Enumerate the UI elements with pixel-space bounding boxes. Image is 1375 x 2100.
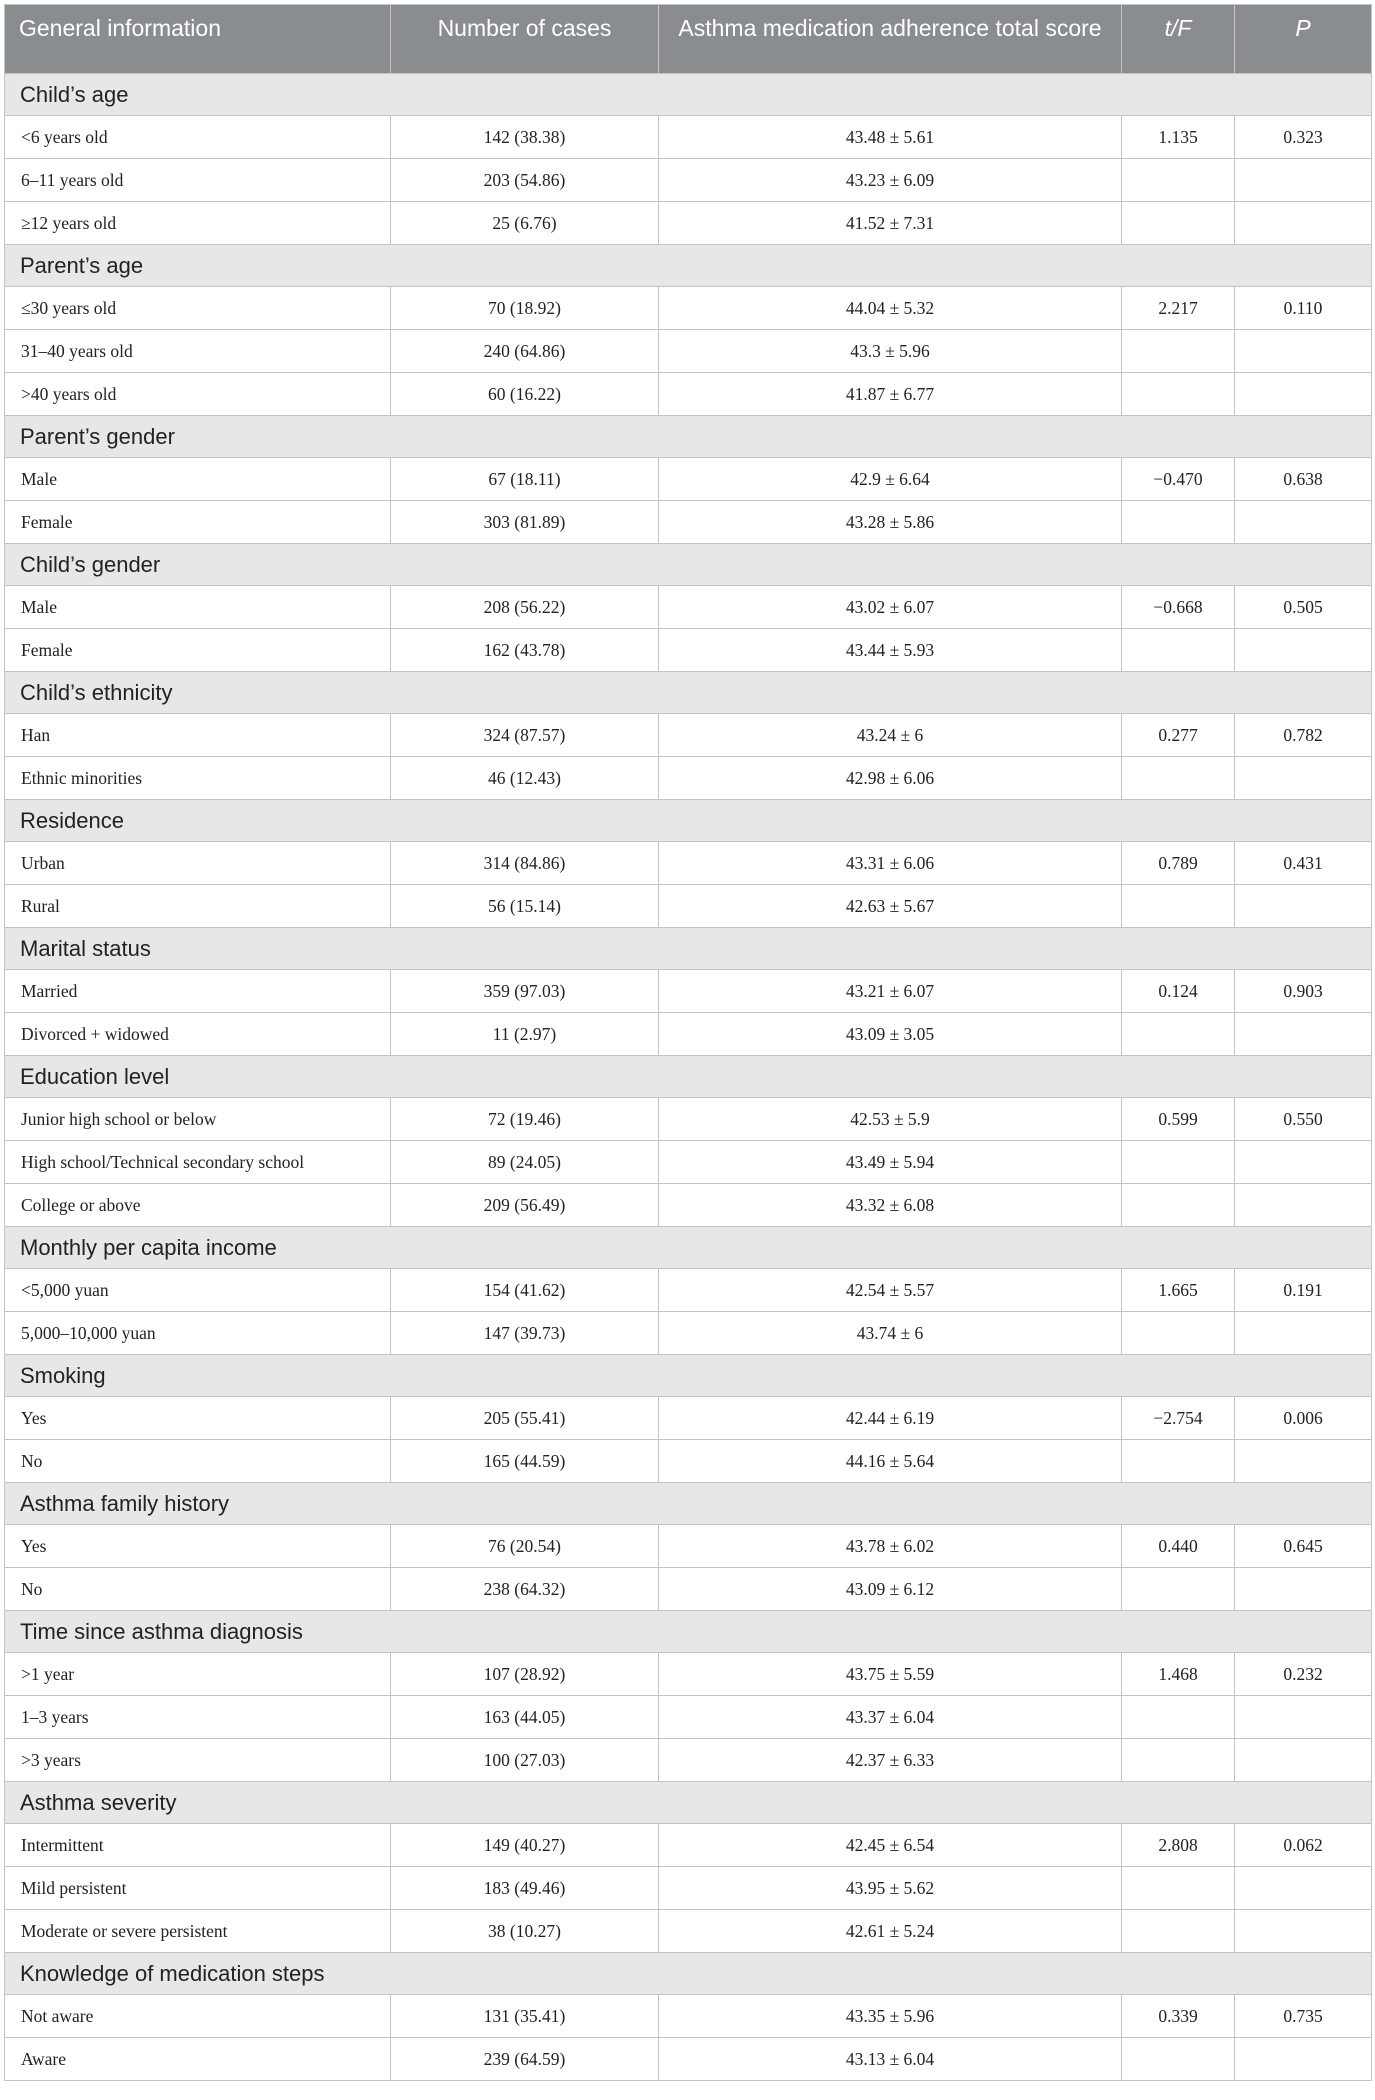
adherence-score-cell: 43.32 ± 6.08: [659, 1184, 1122, 1227]
category-title: Asthma family history: [5, 1483, 1372, 1525]
table-body: [5, 74, 1372, 2081]
category-row: [5, 672, 1372, 714]
number-of-cases-cell: 131 (35.41): [391, 1995, 659, 2038]
category-row: [5, 1483, 1372, 1525]
row-label-cell: 1–3 years: [5, 1696, 391, 1739]
row-label-cell: Male: [5, 586, 391, 629]
number-of-cases-cell: 25 (6.76): [391, 202, 659, 245]
t-f-value-cell: −2.754: [1122, 1397, 1235, 1440]
t-f-value-cell: [1122, 629, 1235, 672]
adherence-score-cell: 43.37 ± 6.04: [659, 1696, 1122, 1739]
table-row: [5, 885, 1372, 928]
t-f-value-cell: 1.135: [1122, 116, 1235, 159]
row-label-cell: Male: [5, 458, 391, 501]
t-f-value-cell: −0.470: [1122, 458, 1235, 501]
p-value-cell: [1235, 1696, 1372, 1739]
table-row: [5, 1739, 1372, 1782]
row-label-cell: Aware: [5, 2038, 391, 2081]
category-title: Child’s gender: [5, 544, 1372, 586]
category-title: Child’s ethnicity: [5, 672, 1372, 714]
table-row: [5, 586, 1372, 629]
row-label-cell: 6–11 years old: [5, 159, 391, 202]
number-of-cases-cell: 163 (44.05): [391, 1696, 659, 1739]
p-value-cell: [1235, 1440, 1372, 1483]
adherence-score-cell: 42.45 ± 6.54: [659, 1824, 1122, 1867]
number-of-cases-cell: 238 (64.32): [391, 1568, 659, 1611]
row-label-cell: ≤30 years old: [5, 287, 391, 330]
t-f-value-cell: [1122, 757, 1235, 800]
adherence-score-cell: 41.52 ± 7.31: [659, 202, 1122, 245]
category-title: Monthly per capita income: [5, 1227, 1372, 1269]
adherence-score-cell: 43.75 ± 5.59: [659, 1653, 1122, 1696]
adherence-score-cell: 43.3 ± 5.96: [659, 330, 1122, 373]
number-of-cases-cell: 67 (18.11): [391, 458, 659, 501]
p-value-cell: [1235, 1184, 1372, 1227]
adherence-score-cell: 43.21 ± 6.07: [659, 970, 1122, 1013]
adherence-score-cell: 42.61 ± 5.24: [659, 1910, 1122, 1953]
adherence-score-cell: 42.9 ± 6.64: [659, 458, 1122, 501]
adherence-score-cell: 43.09 ± 6.12: [659, 1568, 1122, 1611]
category-row: [5, 800, 1372, 842]
adherence-score-cell: 43.23 ± 6.09: [659, 159, 1122, 202]
table-row: [5, 202, 1372, 245]
number-of-cases-cell: 72 (19.46): [391, 1098, 659, 1141]
table-row: [5, 757, 1372, 800]
table-row: [5, 159, 1372, 202]
t-f-value-cell: 0.440: [1122, 1525, 1235, 1568]
row-label-cell: Married: [5, 970, 391, 1013]
header-number-of-cases: Number of cases: [391, 5, 659, 74]
adherence-score-cell: 42.98 ± 6.06: [659, 757, 1122, 800]
adherence-score-cell: 43.78 ± 6.02: [659, 1525, 1122, 1568]
t-f-value-cell: [1122, 2038, 1235, 2081]
row-label-cell: >1 year: [5, 1653, 391, 1696]
t-f-value-cell: 0.124: [1122, 970, 1235, 1013]
p-value-cell: 0.006: [1235, 1397, 1372, 1440]
number-of-cases-cell: 165 (44.59): [391, 1440, 659, 1483]
table-row: [5, 1141, 1372, 1184]
p-value-cell: 0.638: [1235, 458, 1372, 501]
adherence-score-cell: 43.49 ± 5.94: [659, 1141, 1122, 1184]
adherence-score-cell: 42.63 ± 5.67: [659, 885, 1122, 928]
data-table-container: [4, 4, 1371, 2081]
adherence-score-cell: 43.13 ± 6.04: [659, 2038, 1122, 2081]
table-row: [5, 1312, 1372, 1355]
t-f-value-cell: 1.665: [1122, 1269, 1235, 1312]
row-label-cell: >3 years: [5, 1739, 391, 1782]
header-row: [5, 5, 1372, 74]
adherence-score-cell: 43.44 ± 5.93: [659, 629, 1122, 672]
t-f-value-cell: [1122, 1440, 1235, 1483]
t-f-value-cell: [1122, 1867, 1235, 1910]
number-of-cases-cell: 154 (41.62): [391, 1269, 659, 1312]
adherence-score-cell: 43.28 ± 5.86: [659, 501, 1122, 544]
category-row: [5, 245, 1372, 287]
number-of-cases-cell: 56 (15.14): [391, 885, 659, 928]
table-row: [5, 116, 1372, 159]
row-label-cell: Intermittent: [5, 1824, 391, 1867]
row-label-cell: College or above: [5, 1184, 391, 1227]
p-value-cell: 0.323: [1235, 116, 1372, 159]
category-title: Marital status: [5, 928, 1372, 970]
row-label-cell: Mild persistent: [5, 1867, 391, 1910]
p-value-cell: [1235, 1312, 1372, 1355]
t-f-value-cell: [1122, 373, 1235, 416]
header-general-information: General information: [5, 5, 391, 74]
number-of-cases-cell: 38 (10.27): [391, 1910, 659, 1953]
row-label-cell: <6 years old: [5, 116, 391, 159]
p-value-cell: [1235, 202, 1372, 245]
adherence-score-cell: 43.48 ± 5.61: [659, 116, 1122, 159]
p-value-cell: [1235, 1141, 1372, 1184]
p-value-cell: 0.191: [1235, 1269, 1372, 1312]
category-title: Smoking: [5, 1355, 1372, 1397]
table-row: [5, 501, 1372, 544]
table-row: [5, 1440, 1372, 1483]
t-f-value-cell: 0.339: [1122, 1995, 1235, 2038]
number-of-cases-cell: 208 (56.22): [391, 586, 659, 629]
p-value-cell: 0.550: [1235, 1098, 1372, 1141]
p-value-cell: 0.735: [1235, 1995, 1372, 2038]
t-f-value-cell: [1122, 202, 1235, 245]
header-adherence-score: Asthma medication adherence total score: [659, 5, 1122, 74]
row-label-cell: No: [5, 1568, 391, 1611]
table-row: [5, 2038, 1372, 2081]
number-of-cases-cell: 142 (38.38): [391, 116, 659, 159]
row-label-cell: >40 years old: [5, 373, 391, 416]
t-f-value-cell: 2.217: [1122, 287, 1235, 330]
number-of-cases-cell: 46 (12.43): [391, 757, 659, 800]
table-row: [5, 330, 1372, 373]
number-of-cases-cell: 76 (20.54): [391, 1525, 659, 1568]
row-label-cell: Female: [5, 629, 391, 672]
t-f-value-cell: 1.468: [1122, 1653, 1235, 1696]
category-title: Parent’s age: [5, 245, 1372, 287]
p-value-cell: [1235, 330, 1372, 373]
category-title: Parent’s gender: [5, 416, 1372, 458]
row-label-cell: No: [5, 1440, 391, 1483]
row-label-cell: 31–40 years old: [5, 330, 391, 373]
p-value-cell: 0.232: [1235, 1653, 1372, 1696]
table-row: [5, 1098, 1372, 1141]
number-of-cases-cell: 60 (16.22): [391, 373, 659, 416]
adherence-score-cell: 44.16 ± 5.64: [659, 1440, 1122, 1483]
category-row: [5, 1611, 1372, 1653]
header-t-f: t/F: [1122, 5, 1235, 74]
t-f-value-cell: 0.277: [1122, 714, 1235, 757]
p-value-cell: 0.505: [1235, 586, 1372, 629]
t-f-value-cell: [1122, 1696, 1235, 1739]
row-label-cell: Han: [5, 714, 391, 757]
category-row: [5, 1782, 1372, 1824]
number-of-cases-cell: 239 (64.59): [391, 2038, 659, 2081]
p-value-cell: 0.431: [1235, 842, 1372, 885]
row-label-cell: Female: [5, 501, 391, 544]
p-value-cell: [1235, 1739, 1372, 1782]
number-of-cases-cell: 209 (56.49): [391, 1184, 659, 1227]
category-row: [5, 1056, 1372, 1098]
table-row: [5, 287, 1372, 330]
table-row: [5, 1995, 1372, 2038]
p-value-cell: [1235, 1910, 1372, 1953]
p-value-cell: [1235, 757, 1372, 800]
table-row: [5, 458, 1372, 501]
adherence-score-cell: 43.02 ± 6.07: [659, 586, 1122, 629]
number-of-cases-cell: 147 (39.73): [391, 1312, 659, 1355]
adherence-score-cell: 42.54 ± 5.57: [659, 1269, 1122, 1312]
t-f-value-cell: 0.599: [1122, 1098, 1235, 1141]
p-value-cell: [1235, 2038, 1372, 2081]
row-label-cell: Junior high school or below: [5, 1098, 391, 1141]
number-of-cases-cell: 100 (27.03): [391, 1739, 659, 1782]
category-row: [5, 416, 1372, 458]
table-row: [5, 1397, 1372, 1440]
adherence-score-cell: 43.95 ± 5.62: [659, 1867, 1122, 1910]
category-row: [5, 1355, 1372, 1397]
table-row: [5, 1568, 1372, 1611]
category-title: Education level: [5, 1056, 1372, 1098]
adherence-score-cell: 44.04 ± 5.32: [659, 287, 1122, 330]
p-value-cell: [1235, 885, 1372, 928]
table-row: [5, 1653, 1372, 1696]
p-value-cell: [1235, 159, 1372, 202]
t-f-value-cell: [1122, 1312, 1235, 1355]
category-row: [5, 544, 1372, 586]
row-label-cell: ≥12 years old: [5, 202, 391, 245]
table-row: [5, 629, 1372, 672]
row-label-cell: Yes: [5, 1397, 391, 1440]
number-of-cases-cell: 203 (54.86): [391, 159, 659, 202]
table-row: [5, 842, 1372, 885]
category-title: Asthma severity: [5, 1782, 1372, 1824]
t-f-value-cell: 2.808: [1122, 1824, 1235, 1867]
number-of-cases-cell: 324 (87.57): [391, 714, 659, 757]
p-value-cell: [1235, 1013, 1372, 1056]
p-value-cell: [1235, 1568, 1372, 1611]
t-f-value-cell: [1122, 330, 1235, 373]
t-f-value-cell: [1122, 885, 1235, 928]
category-title: Child’s age: [5, 74, 1372, 116]
t-f-value-cell: 0.789: [1122, 842, 1235, 885]
number-of-cases-cell: 303 (81.89): [391, 501, 659, 544]
t-f-value-cell: [1122, 1739, 1235, 1782]
row-label-cell: <5,000 yuan: [5, 1269, 391, 1312]
p-value-cell: 0.645: [1235, 1525, 1372, 1568]
adherence-score-cell: 43.74 ± 6: [659, 1312, 1122, 1355]
category-title: Time since asthma diagnosis: [5, 1611, 1372, 1653]
number-of-cases-cell: 107 (28.92): [391, 1653, 659, 1696]
row-label-cell: Ethnic minorities: [5, 757, 391, 800]
number-of-cases-cell: 240 (64.86): [391, 330, 659, 373]
p-value-cell: 0.782: [1235, 714, 1372, 757]
table-row: [5, 714, 1372, 757]
header-p: P: [1235, 5, 1372, 74]
table-row: [5, 1910, 1372, 1953]
number-of-cases-cell: 314 (84.86): [391, 842, 659, 885]
table-header: [5, 5, 1372, 74]
table-row: [5, 1525, 1372, 1568]
table-row: [5, 1696, 1372, 1739]
row-label-cell: Divorced + widowed: [5, 1013, 391, 1056]
t-f-value-cell: [1122, 1013, 1235, 1056]
number-of-cases-cell: 149 (40.27): [391, 1824, 659, 1867]
number-of-cases-cell: 205 (55.41): [391, 1397, 659, 1440]
row-label-cell: Moderate or severe persistent: [5, 1910, 391, 1953]
adherence-score-cell: 43.09 ± 3.05: [659, 1013, 1122, 1056]
t-f-value-cell: −0.668: [1122, 586, 1235, 629]
table-row: [5, 1184, 1372, 1227]
adherence-score-cell: 42.44 ± 6.19: [659, 1397, 1122, 1440]
t-f-value-cell: [1122, 1141, 1235, 1184]
row-label-cell: Not aware: [5, 1995, 391, 2038]
p-value-cell: [1235, 501, 1372, 544]
p-value-cell: 0.062: [1235, 1824, 1372, 1867]
category-row: [5, 1227, 1372, 1269]
table-row: [5, 1269, 1372, 1312]
category-row: [5, 928, 1372, 970]
table-row: [5, 970, 1372, 1013]
adherence-score-cell: 42.53 ± 5.9: [659, 1098, 1122, 1141]
number-of-cases-cell: 359 (97.03): [391, 970, 659, 1013]
number-of-cases-cell: 11 (2.97): [391, 1013, 659, 1056]
row-label-cell: Yes: [5, 1525, 391, 1568]
category-title: Knowledge of medication steps: [5, 1953, 1372, 1995]
adherence-score-cell: 43.35 ± 5.96: [659, 1995, 1122, 2038]
p-value-cell: [1235, 1867, 1372, 1910]
row-label-cell: Urban: [5, 842, 391, 885]
p-value-cell: 0.903: [1235, 970, 1372, 1013]
adherence-score-cell: 43.31 ± 6.06: [659, 842, 1122, 885]
number-of-cases-cell: 183 (49.46): [391, 1867, 659, 1910]
t-f-value-cell: [1122, 1568, 1235, 1611]
row-label-cell: Rural: [5, 885, 391, 928]
category-row: [5, 74, 1372, 116]
t-f-value-cell: [1122, 159, 1235, 202]
t-f-value-cell: [1122, 501, 1235, 544]
adherence-table: [4, 4, 1372, 2081]
t-f-value-cell: [1122, 1910, 1235, 1953]
t-f-value-cell: [1122, 1184, 1235, 1227]
number-of-cases-cell: 89 (24.05): [391, 1141, 659, 1184]
row-label-cell: High school/Technical secondary school: [5, 1141, 391, 1184]
adherence-score-cell: 43.24 ± 6: [659, 714, 1122, 757]
number-of-cases-cell: 162 (43.78): [391, 629, 659, 672]
number-of-cases-cell: 70 (18.92): [391, 287, 659, 330]
adherence-score-cell: 41.87 ± 6.77: [659, 373, 1122, 416]
table-row: [5, 1867, 1372, 1910]
adherence-score-cell: 42.37 ± 6.33: [659, 1739, 1122, 1782]
p-value-cell: 0.110: [1235, 287, 1372, 330]
p-value-cell: [1235, 629, 1372, 672]
category-title: Residence: [5, 800, 1372, 842]
category-row: [5, 1953, 1372, 1995]
table-row: [5, 1013, 1372, 1056]
table-row: [5, 1824, 1372, 1867]
table-row: [5, 373, 1372, 416]
row-label-cell: 5,000–10,000 yuan: [5, 1312, 391, 1355]
p-value-cell: [1235, 373, 1372, 416]
